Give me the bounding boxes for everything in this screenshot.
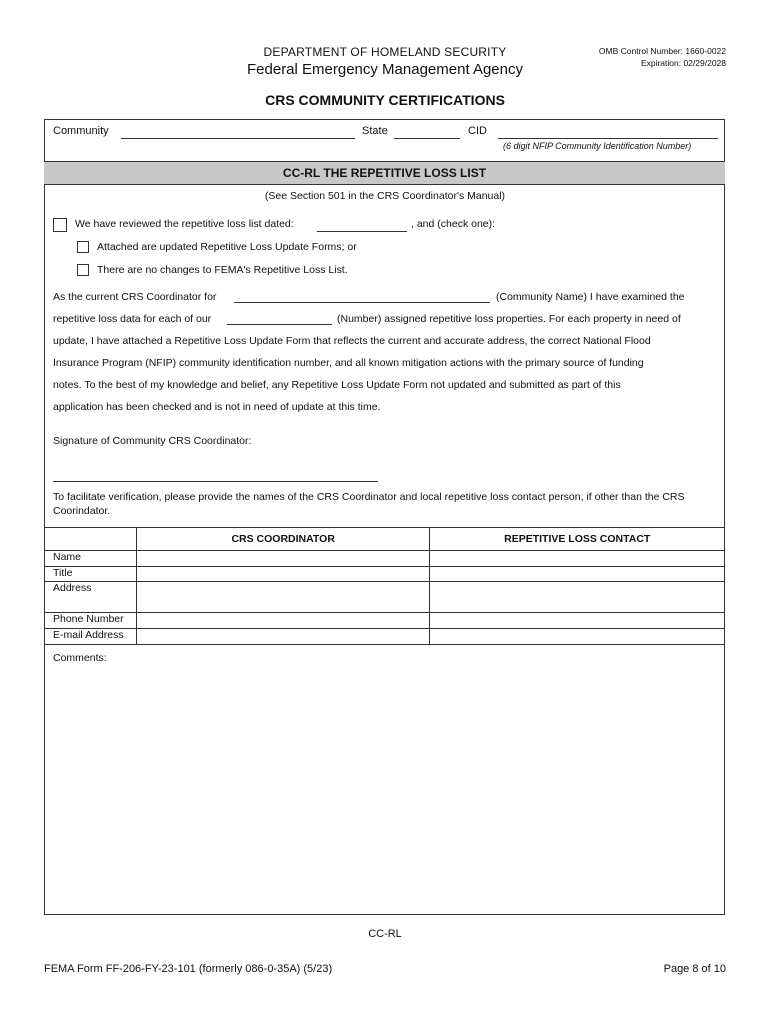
table-row [45, 567, 725, 582]
coordinator-phone-field[interactable] [136, 613, 430, 629]
omb-info [599, 45, 726, 69]
signature-field[interactable] [53, 481, 378, 482]
reviewed-label: We have reviewed the repetitive loss list dated: [75, 218, 294, 230]
form-code: CC-RL [368, 928, 402, 940]
contact-name-field[interactable] [430, 551, 725, 567]
contact-title-field[interactable] [430, 567, 725, 582]
attached-checkbox[interactable] [77, 241, 89, 253]
table-row [45, 582, 725, 613]
header-contact: REPETITIVE LOSS CONTACT [430, 528, 725, 551]
signature-label: Signature of Community CRS Coordinator: [53, 435, 252, 447]
property-count-field[interactable] [227, 324, 332, 325]
cert-line6: application has been checked and is not in need of update at this time. [53, 401, 381, 413]
no-changes-label: There are no changes to FEMA's Repetitive Loss List. [97, 264, 348, 276]
reviewed-date-field[interactable] [317, 231, 407, 232]
row-label-email: E-mail Address [45, 629, 137, 645]
comments-field[interactable] [50, 668, 718, 908]
cert-line4: Insurance Program (NFIP) community identification number, and all known mitigation actions with the primary source of funding [53, 357, 644, 369]
omb-control-number: OMB Control Number: 1660-0022 [598, 46, 726, 56]
row-label-title: Title [45, 567, 137, 582]
department-name: DEPARTMENT OF HOMELAND SECURITY [263, 45, 507, 59]
community-name-field[interactable] [234, 302, 490, 303]
attached-label: Attached are updated Repetitive Loss Update Forms; or [97, 241, 357, 253]
contact-table [44, 527, 725, 645]
cert-line1-suffix: (Community Name) I have examined the [496, 291, 685, 303]
omb-expiration: Expiration: 02/29/2028 [640, 58, 726, 68]
contact-email-field[interactable] [430, 629, 725, 645]
cid-label: CID [468, 125, 487, 137]
row-label-address: Address [45, 582, 137, 613]
coordinator-email-field[interactable] [136, 629, 430, 645]
page-number: Page 8 of 10 [663, 963, 726, 975]
cid-note: (6 digit NFIP Community Identification Number) [503, 141, 692, 151]
community-field[interactable] [121, 138, 355, 139]
form-title: CRS COMMUNITY CERTIFICATIONS [265, 92, 505, 108]
form-number: FEMA Form FF-206-FY-23-101 (formerly 086-0-35A) (5/23) [44, 963, 333, 975]
contact-table-header [45, 528, 725, 551]
verification-note: To facilitate verification, please provide the names of the CRS Coordinator and local repetitive loss contact person, if other than the CRS Coorindator. [53, 491, 685, 517]
community-label: Community [53, 125, 109, 137]
cid-field[interactable] [498, 138, 718, 139]
cert-line1-prefix: As the current CRS Coordinator for [53, 291, 217, 303]
coordinator-name-field[interactable] [136, 551, 430, 567]
table-row [45, 613, 725, 629]
cert-line5: notes. To the best of my knowledge and belief, any Repetitive Loss Update Form not updated and submitted as part of this [53, 379, 621, 391]
table-row [45, 629, 725, 645]
reviewed-checkbox[interactable] [53, 218, 67, 232]
section-reference: (See Section 501 in the CRS Coordinator's Manual) [264, 190, 506, 202]
coordinator-address-field[interactable] [136, 582, 430, 613]
coordinator-title-field[interactable] [136, 567, 430, 582]
table-row [45, 551, 725, 567]
contact-phone-field[interactable] [430, 613, 725, 629]
header-blank [45, 528, 137, 551]
cert-line3: update, I have attached a Repetitive Loss Update Form that reflects the current and accurate address, the correct National Flood [53, 335, 651, 347]
state-field[interactable] [394, 138, 460, 139]
row-label-name: Name [45, 551, 137, 567]
contact-address-field[interactable] [430, 582, 725, 613]
agency-name: Federal Emergency Management Agency [247, 61, 523, 78]
row-label-phone: Phone Number [45, 613, 137, 629]
cert-line2-prefix: repetitive loss data for each of our [53, 313, 212, 325]
section-heading: CC-RL THE REPETITIVE LOSS LIST [44, 162, 725, 185]
reviewed-suffix: , and (check one): [411, 218, 496, 230]
state-label: State [362, 125, 388, 137]
header-coordinator: CRS COORDINATOR [136, 528, 430, 551]
comments-label: Comments: [53, 652, 107, 664]
cert-line2-suffix: (Number) assigned repetitive loss properties. For each property in need of [337, 313, 681, 325]
no-changes-checkbox[interactable] [77, 264, 89, 276]
